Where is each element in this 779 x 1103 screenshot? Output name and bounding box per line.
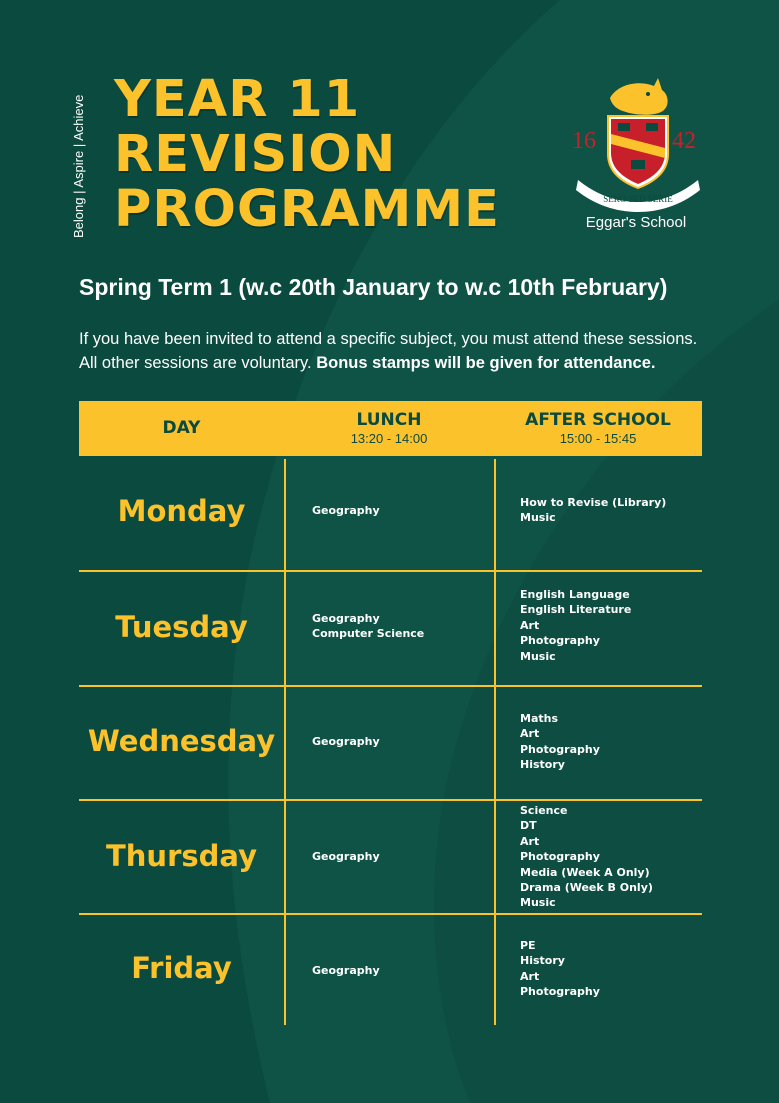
session-item: Art	[520, 834, 540, 848]
table-row	[79, 801, 702, 913]
session-item: Computer Science	[312, 627, 425, 641]
intro-text	[79, 327, 719, 375]
table-row	[79, 572, 702, 685]
session-item: Photography	[520, 850, 600, 864]
title-line: REVISION	[114, 125, 397, 184]
header-day-label: DAY	[162, 418, 201, 438]
session-item: Geography	[312, 964, 380, 977]
session-item: Art	[520, 618, 540, 632]
header-after-school	[494, 401, 702, 456]
day-name: Thursday	[106, 839, 257, 873]
session-item: Photography	[520, 634, 600, 648]
session-item: Music	[520, 649, 556, 663]
crest-motto: SERO SED SERIE	[603, 194, 673, 204]
intro-plain: All other sessions are voluntary.	[79, 354, 312, 372]
session-item: English Literature	[520, 603, 632, 617]
intro-line-2	[79, 351, 719, 375]
session-item: Geography	[312, 850, 380, 863]
table-row	[79, 915, 702, 1025]
session-item: PE	[520, 939, 536, 952]
session-item: Art	[520, 969, 540, 983]
session-item: History	[520, 758, 565, 772]
page-title	[114, 72, 500, 237]
after-school-cell	[520, 803, 653, 911]
session-item: History	[520, 954, 565, 968]
session-item: Geography	[312, 504, 380, 517]
header-day	[79, 401, 284, 456]
session-item: Photography	[520, 985, 600, 999]
lunch-cell	[312, 963, 380, 978]
session-item: Photography	[520, 742, 600, 756]
school-name: Eggar's School	[585, 214, 687, 231]
day-name: Friday	[131, 951, 232, 985]
intro-line: If you have been invited to attend a specific subject, you must attend these sessions.	[79, 330, 698, 348]
after-school-cell	[520, 587, 631, 664]
lunch-cell	[312, 734, 380, 749]
lunch-cell	[312, 849, 380, 864]
session-item: Geography	[312, 612, 380, 625]
session-item: Geography	[312, 735, 380, 748]
session-item: Music	[520, 896, 556, 910]
title-line: YEAR 11	[114, 70, 361, 129]
session-item: Science	[520, 804, 568, 817]
title-line: PROGRAMME	[114, 180, 500, 239]
lunch-cell	[312, 503, 380, 518]
header-lunch-time: 13:20 - 14:00	[350, 431, 428, 446]
header-lunch	[284, 401, 494, 456]
lunch-cell	[312, 611, 424, 642]
after-school-cell	[520, 711, 600, 773]
session-item: Music	[520, 511, 556, 525]
crest-year-left: 16	[572, 128, 596, 154]
session-item: Media (Week A Only)	[520, 865, 650, 879]
after-school-cell	[520, 495, 666, 526]
table-header	[79, 401, 702, 456]
after-school-cell	[520, 938, 600, 1000]
session-item: Drama (Week B Only)	[520, 881, 653, 895]
table-row	[79, 687, 702, 799]
crest-year-right: 42	[672, 128, 696, 154]
table-row	[79, 459, 702, 570]
session-item: Maths	[520, 712, 559, 725]
term-subtitle: Spring Term 1 (w.c 20th January to w.c 10th February)	[79, 274, 668, 300]
session-item: How to Revise (Library)	[520, 496, 667, 509]
session-item: Art	[520, 727, 540, 741]
session-item: English Language	[520, 588, 630, 601]
day-name: Tuesday	[115, 610, 248, 644]
header-after-label: AFTER SCHOOL	[525, 410, 671, 430]
day-name: Monday	[117, 494, 246, 528]
tagline: Belong | Aspire | Achieve	[71, 94, 86, 238]
header-after-time: 15:00 - 15:45	[559, 431, 637, 446]
intro-bold: Bonus stamps will be given for attendance.	[316, 354, 656, 372]
session-item: DT	[520, 819, 537, 833]
school-crest	[568, 76, 708, 236]
day-name: Wednesday	[87, 724, 276, 758]
header-lunch-label: LUNCH	[356, 410, 422, 430]
